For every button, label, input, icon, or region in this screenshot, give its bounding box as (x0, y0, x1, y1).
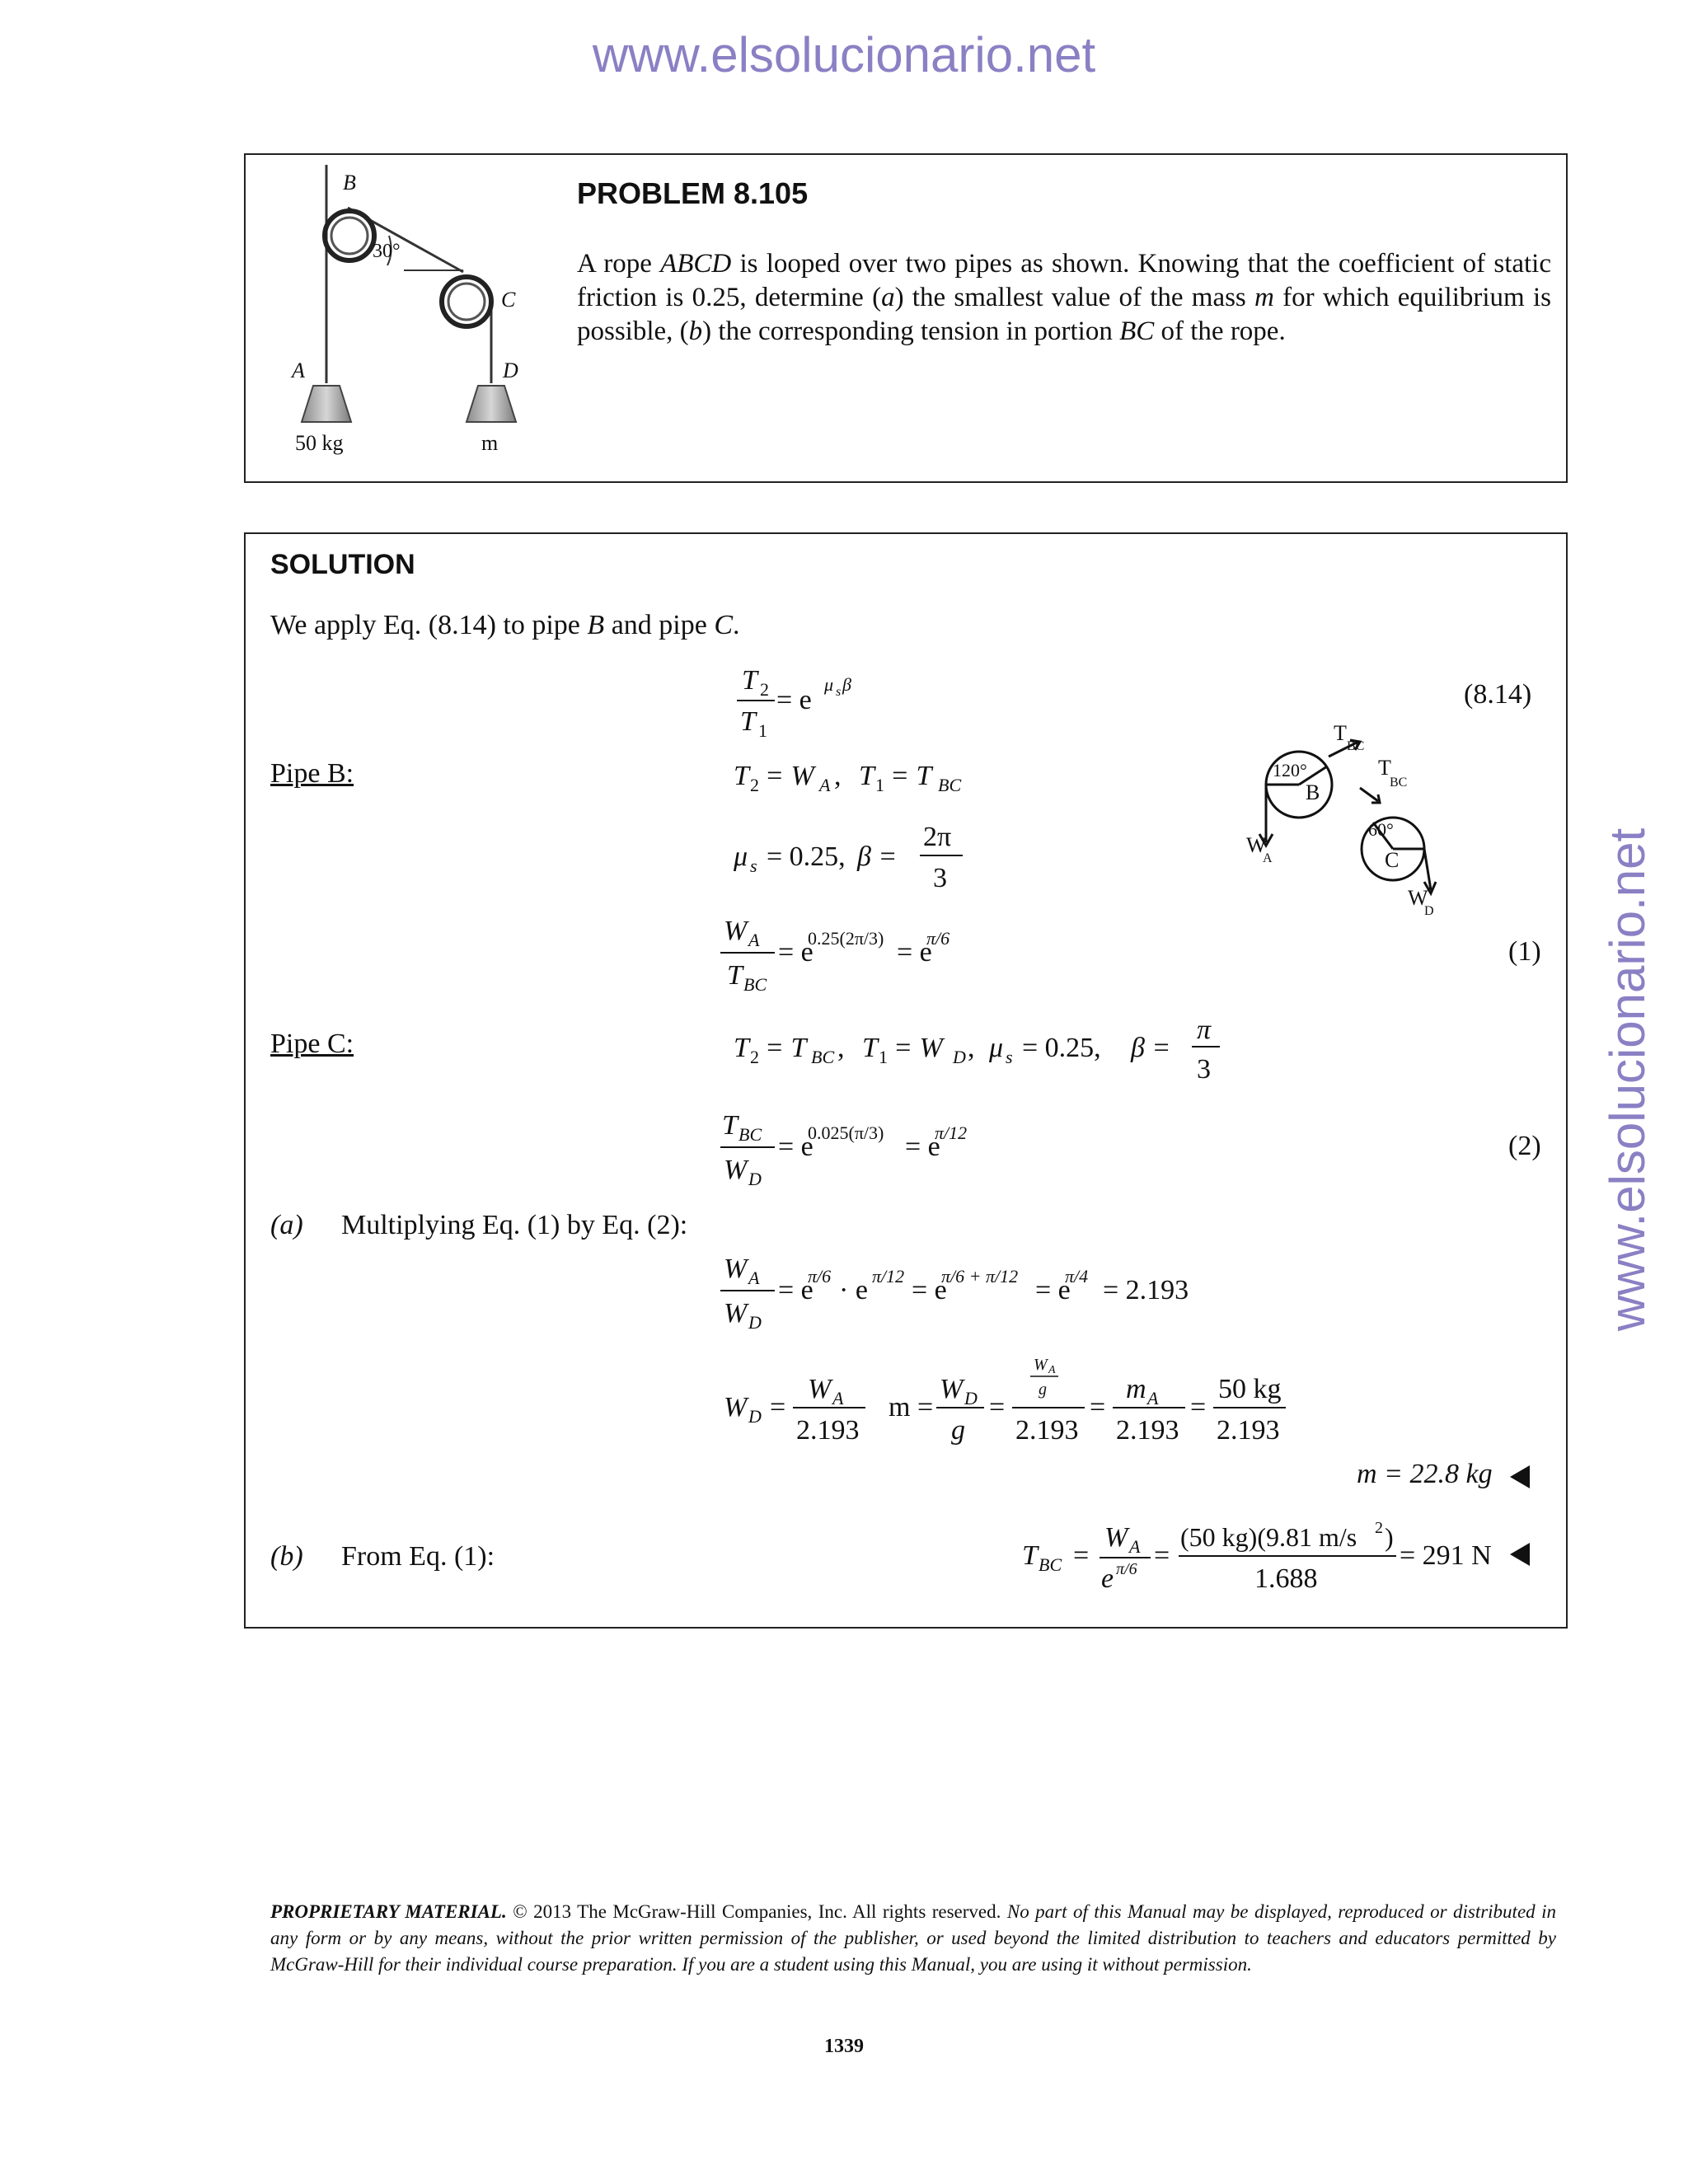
svg-text:β =: β = (1131, 1033, 1171, 1063)
svg-text:A: A (1129, 1536, 1141, 1557)
svg-text:π/6: π/6 (926, 928, 950, 949)
part-b-letter: (b) (270, 1541, 303, 1572)
svg-text:2: 2 (760, 679, 769, 700)
part-a-letter: (a) (270, 1210, 303, 1240)
watermark-top: www.elsolucionario.net (592, 27, 1096, 82)
figure-mass-d: m (481, 431, 499, 455)
svg-text:D: D (748, 1406, 762, 1427)
svg-text:e: e (1101, 1563, 1114, 1594)
svg-text:W: W (724, 1254, 748, 1284)
equation-2 (715, 1101, 996, 1192)
weight-a (302, 386, 351, 422)
svg-text:A: A (819, 775, 831, 795)
svg-text:T: T (734, 1033, 749, 1063)
svg-text:2.193: 2.193 (1217, 1415, 1280, 1446)
equation-3 (715, 1244, 1226, 1335)
eq-tag-2: (2) (1508, 1131, 1541, 1161)
sketch-wa: W (1246, 833, 1267, 857)
svg-text:W: W (808, 1374, 832, 1404)
svg-text:μ: μ (989, 1033, 1004, 1063)
svg-text:2: 2 (750, 1047, 759, 1067)
svg-text:0.025(π/3): 0.025(π/3) (808, 1122, 884, 1143)
solution-intro: We apply Eq. (8.14) to pipe B and pipe C. (270, 610, 740, 640)
solution-title: SOLUTION (270, 549, 415, 580)
equation-pipe-b-2 (734, 816, 981, 898)
figure-label-d: D (503, 359, 518, 382)
figure-mass-a: 50 kg (295, 431, 344, 455)
svg-text:= e: = e (912, 1275, 947, 1305)
svg-text:3: 3 (933, 863, 947, 893)
svg-text:m =: m = (889, 1392, 934, 1422)
svg-text:1: 1 (879, 1047, 888, 1067)
svg-text:D: D (964, 1388, 978, 1408)
svg-text:= 2.193: = 2.193 (1103, 1275, 1189, 1305)
equation-8-14 (725, 659, 923, 742)
svg-text:BC: BC (1347, 739, 1365, 753)
equation-pipe-b-1 (734, 752, 997, 801)
svg-text:T: T (727, 960, 743, 991)
svg-text:W: W (1104, 1522, 1128, 1553)
figure-label-b: B (343, 171, 356, 194)
svg-text:= 0.25,: = 0.25, (767, 841, 846, 872)
svg-text:): ) (1385, 1522, 1394, 1552)
svg-text:=: = (989, 1392, 1006, 1422)
equation-1 (715, 907, 996, 997)
part-a-text: Multiplying Eq. (1) by Eq. (2): (341, 1210, 688, 1240)
problem-figure (280, 165, 560, 470)
svg-text:BC: BC (1039, 1554, 1062, 1575)
svg-text:W: W (724, 1155, 748, 1185)
svg-text:= e: = e (1035, 1275, 1071, 1305)
svg-text:π: π (1197, 1015, 1212, 1045)
svg-text:= W: = W (893, 1033, 943, 1063)
svg-text:= e: = e (776, 685, 812, 715)
svg-text:T: T (862, 1033, 878, 1063)
pipe-c-label: Pipe C: (270, 1029, 354, 1059)
part-b-text: From Eq. (1): (341, 1541, 495, 1572)
svg-text:BC: BC (938, 775, 962, 795)
sketch-angle-b: 120° (1273, 760, 1307, 780)
svg-text:D: D (748, 1312, 762, 1333)
svg-text:1.688: 1.688 (1254, 1563, 1318, 1594)
svg-text:= 291 N: = 291 N (1400, 1540, 1492, 1571)
svg-text:π/12: π/12 (935, 1122, 968, 1143)
footer-copyright: PROPRIETARY MATERIAL. © 2013 The McGraw-Hill Companies, Inc. All rights reserved. No part of this Manual may be displayed, reproduced or distributed in any form or by any means, without the prior written permission of the publisher, or used beyond the limited distribution to teachers and educators permitted by McGraw-Hill for their individual course preparation. If you are a student using this Manual, you are using it without permission. (270, 1901, 1557, 1975)
svg-text:A: A (832, 1388, 844, 1408)
sketch-label-c: C (1385, 848, 1400, 872)
svg-text:D: D (953, 1047, 966, 1067)
answer-a-marker-icon (1510, 1465, 1531, 1488)
svg-text:= 0.25,: = 0.25, (1022, 1033, 1101, 1063)
svg-text:2.193: 2.193 (1015, 1415, 1079, 1446)
svg-text:W: W (724, 1392, 748, 1422)
svg-text:T: T (859, 761, 874, 791)
svg-text:(50 kg)(9.81 m/s: (50 kg)(9.81 m/s (1180, 1522, 1357, 1552)
svg-text:β: β (842, 674, 851, 695)
equation-pipe-c (734, 1010, 1228, 1093)
svg-text:g: g (1039, 1380, 1047, 1399)
svg-text:BC: BC (1390, 776, 1408, 790)
svg-text:3: 3 (1197, 1054, 1211, 1085)
figure-label-a: A (292, 359, 305, 382)
svg-text:= W: = W (765, 761, 814, 791)
svg-text:A: A (748, 1268, 760, 1288)
svg-text:T: T (734, 761, 749, 791)
svg-text:T: T (1022, 1540, 1038, 1571)
eq-tag-8-14: (8.14) (1464, 679, 1532, 710)
sketch-tbc-2: T (1378, 756, 1391, 780)
svg-text:T: T (722, 1110, 738, 1141)
watermark-side: www.elsolucionario.net (1600, 827, 1655, 1332)
equation-4 (724, 1348, 1301, 1455)
svg-text:= e: = e (778, 937, 814, 968)
svg-text:s: s (1006, 1047, 1013, 1067)
answer-b-marker-icon (1510, 1543, 1531, 1566)
svg-text:,: , (968, 1033, 975, 1063)
svg-text:= e: = e (778, 1132, 814, 1162)
sketch-wd: W (1408, 886, 1428, 910)
svg-text:2: 2 (750, 775, 759, 795)
svg-text:A: A (1263, 851, 1273, 865)
svg-text:= T: = T (765, 1033, 807, 1063)
svg-text:=: = (1073, 1540, 1090, 1571)
sketch-tbc-1: T (1334, 721, 1347, 745)
svg-text:D: D (748, 1169, 762, 1189)
svg-text:,: , (834, 761, 842, 791)
svg-text:A: A (1048, 1364, 1056, 1376)
svg-text:BC: BC (811, 1047, 835, 1067)
svg-text:π/6: π/6 (808, 1266, 832, 1286)
svg-text:2.193: 2.193 (796, 1415, 860, 1446)
svg-text:A: A (748, 930, 760, 950)
svg-text:= T: = T (890, 761, 932, 791)
equation-5 (1022, 1515, 1517, 1605)
svg-text:W: W (1034, 1356, 1048, 1374)
svg-text:=: = (770, 1392, 786, 1422)
svg-text:W: W (724, 916, 748, 946)
svg-text:,: , (837, 1033, 845, 1063)
svg-text:= e: = e (897, 937, 932, 968)
svg-text:2π: 2π (923, 822, 952, 852)
svg-text:W: W (940, 1374, 964, 1404)
svg-text:BC: BC (743, 974, 767, 995)
svg-text:0.25(2π/3): 0.25(2π/3) (808, 928, 884, 949)
svg-text:=: = (1090, 1392, 1106, 1422)
svg-text:π/6: π/6 (1116, 1560, 1137, 1578)
svg-text:BC: BC (738, 1124, 762, 1145)
svg-text:T: T (742, 665, 757, 696)
svg-text:s: s (836, 685, 842, 699)
svg-text:= e: = e (778, 1275, 814, 1305)
svg-text:· e: · e (839, 1275, 868, 1305)
svg-text:= e: = e (905, 1132, 940, 1162)
svg-text:T: T (740, 706, 756, 737)
svg-text:2.193: 2.193 (1116, 1415, 1179, 1446)
svg-text:π/12: π/12 (872, 1266, 905, 1286)
svg-text:μ: μ (734, 841, 748, 872)
eq-tag-1: (1) (1508, 936, 1541, 967)
svg-text:π/6 + π/12: π/6 + π/12 (941, 1266, 1019, 1286)
weight-d (467, 386, 516, 422)
svg-text:D: D (1424, 904, 1434, 918)
svg-text:=: = (1154, 1540, 1170, 1571)
sketch-angle-c: 60° (1368, 819, 1394, 840)
svg-text:π/4: π/4 (1065, 1266, 1089, 1286)
fbd-sketch (1236, 721, 1500, 931)
sketch-label-b: B (1306, 780, 1320, 804)
problem-title: PROBLEM 8.105 (577, 176, 809, 210)
svg-text:A: A (1147, 1388, 1159, 1408)
svg-text:1: 1 (875, 775, 884, 795)
svg-text:W: W (724, 1298, 748, 1329)
svg-text:50 kg: 50 kg (1218, 1374, 1282, 1404)
svg-text:m: m (1126, 1374, 1146, 1404)
svg-text:2: 2 (1375, 1519, 1383, 1537)
answer-a: m = 22.8 kg (1357, 1459, 1493, 1489)
svg-text:s: s (750, 855, 757, 876)
problem-statement: A rope ABCD is looped over two pipes as shown. Knowing that the coefficient of static friction is 0.25, determine (a) the smallest value of the mass m for which equilibrium is possible, (b) the corresponding tension in portion BC of the rope. (577, 249, 1551, 346)
pipe-b-label: Pipe B: (270, 758, 354, 789)
figure-angle-label: 30° (373, 241, 401, 262)
svg-text:μ: μ (824, 674, 834, 695)
svg-text:g: g (951, 1415, 965, 1446)
svg-text:=: = (1190, 1392, 1207, 1422)
svg-text:β =: β = (857, 841, 898, 872)
figure-label-c: C (501, 288, 516, 312)
page-number: 1339 (824, 2036, 864, 2057)
svg-text:1: 1 (758, 720, 767, 741)
